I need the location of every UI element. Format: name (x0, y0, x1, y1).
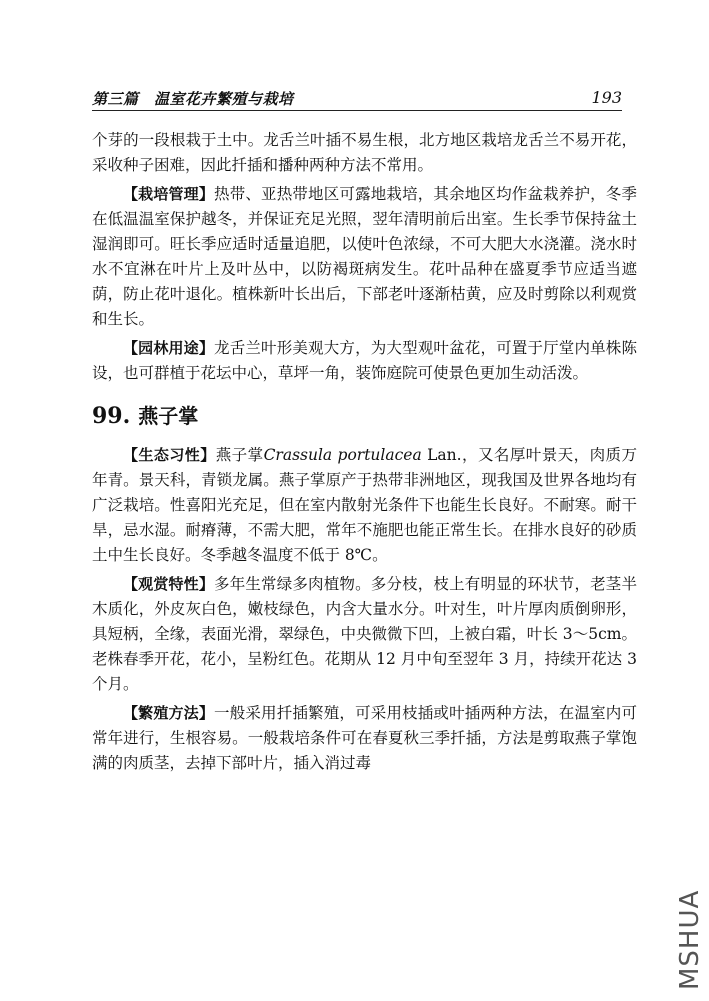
running-header (92, 88, 622, 112)
intro-continuation: 个芽的一段根栽于土中。龙舌兰叶插不易生根，北方地区栽培龙舌兰不易开花，采收种子困难，因此扦插和播种两种方法不常用。 (92, 131, 637, 174)
propagation-label: 【繁殖方法】 (123, 704, 215, 722)
ecology-paragraph (92, 443, 637, 568)
watermark-text: MSHUA (675, 889, 705, 990)
section-title: 燕子掌 (138, 404, 199, 428)
garden-use-text: 龙舌兰叶形美观大方，为大型观叶盆花，可置于厅堂内单株陈设，也可群植于花坛中心，草坪一角，装饰庭院可使景色更加生动活泼。 (92, 339, 637, 382)
chapter-title: 第三篇 温室花卉繁殖与栽培 (92, 90, 294, 108)
cultivation-text: 热带、亚热带地区可露地栽培，其余地区均作盆栽养护，冬季在低温温室保护越冬，并保证充足光照，翌年清明前后出室。生长季节保持盆土湿润即可。旺长季应适时适量追肥，以使叶色浓绿，不可大肥大水浇灌。浇水时水不宜淋在叶片上及叶丛中，以防褐斑病发生。花叶品种在盛夏季节应适当遮荫，防止花叶退化。植株新叶长出后，下部老叶逐渐枯黄，应及时剪除以利观赏和生长。 (92, 185, 637, 328)
ornamental-text: 多年生常绿多肉植物。多分枝，枝上有明显的环状节，老茎半木质化，外皮灰白色，嫩枝绿色，内含大量水分。叶对生，叶片厚肉质倒卵形，具短柄，全缘，表面光滑，翠绿色，中央微微下凹，上被白霜，叶长 3～5cm。老株春季开花，花小，呈粉红色。花期从 12 月中旬至翌年 3 月，持续开花达 3 个月。 (92, 575, 637, 693)
ecology-text-before: 燕子掌 (215, 446, 264, 464)
section-heading (92, 404, 637, 429)
garden-use-label: 【园林用途】 (123, 339, 215, 357)
propagation-text: 一般采用扦插繁殖，可采用枝插或叶插两种方法，在温室内可常年进行，生根容易。一般栽培条件可在春夏秋三季扦插，方法是剪取燕子掌饱满的肉质茎，去掉下部叶片，插入消过毒 (92, 704, 637, 772)
ecology-text-after: Lan.，又名厚叶景天，肉质万年青。景天科，青锁龙属。燕子掌原产于热带非洲地区，现我国及世界各地均有广泛栽培。性喜阳光充足，但在室内散射光条件下也能生长良好。不耐寒。耐干旱，忌水湿。耐瘠薄，不需大肥，常年不施肥也能正常生长。在排水良好的砂质土中生长良好。冬季越冬温度不低于 8℃。 (92, 446, 637, 564)
section-number: 99. (92, 403, 131, 429)
page-body (92, 128, 637, 780)
ecology-label: 【生态习性】 (123, 446, 216, 464)
ornamental-paragraph (92, 572, 637, 697)
cultivation-label: 【栽培管理】 (123, 185, 215, 203)
cultivation-paragraph (92, 182, 637, 332)
header-rule (92, 110, 622, 111)
latin-name: Crassula portulacea (263, 446, 422, 464)
propagation-paragraph (92, 701, 637, 776)
garden-use-paragraph (92, 336, 637, 386)
ornamental-label: 【观赏特性】 (123, 575, 215, 593)
page-number: 193 (591, 88, 622, 107)
